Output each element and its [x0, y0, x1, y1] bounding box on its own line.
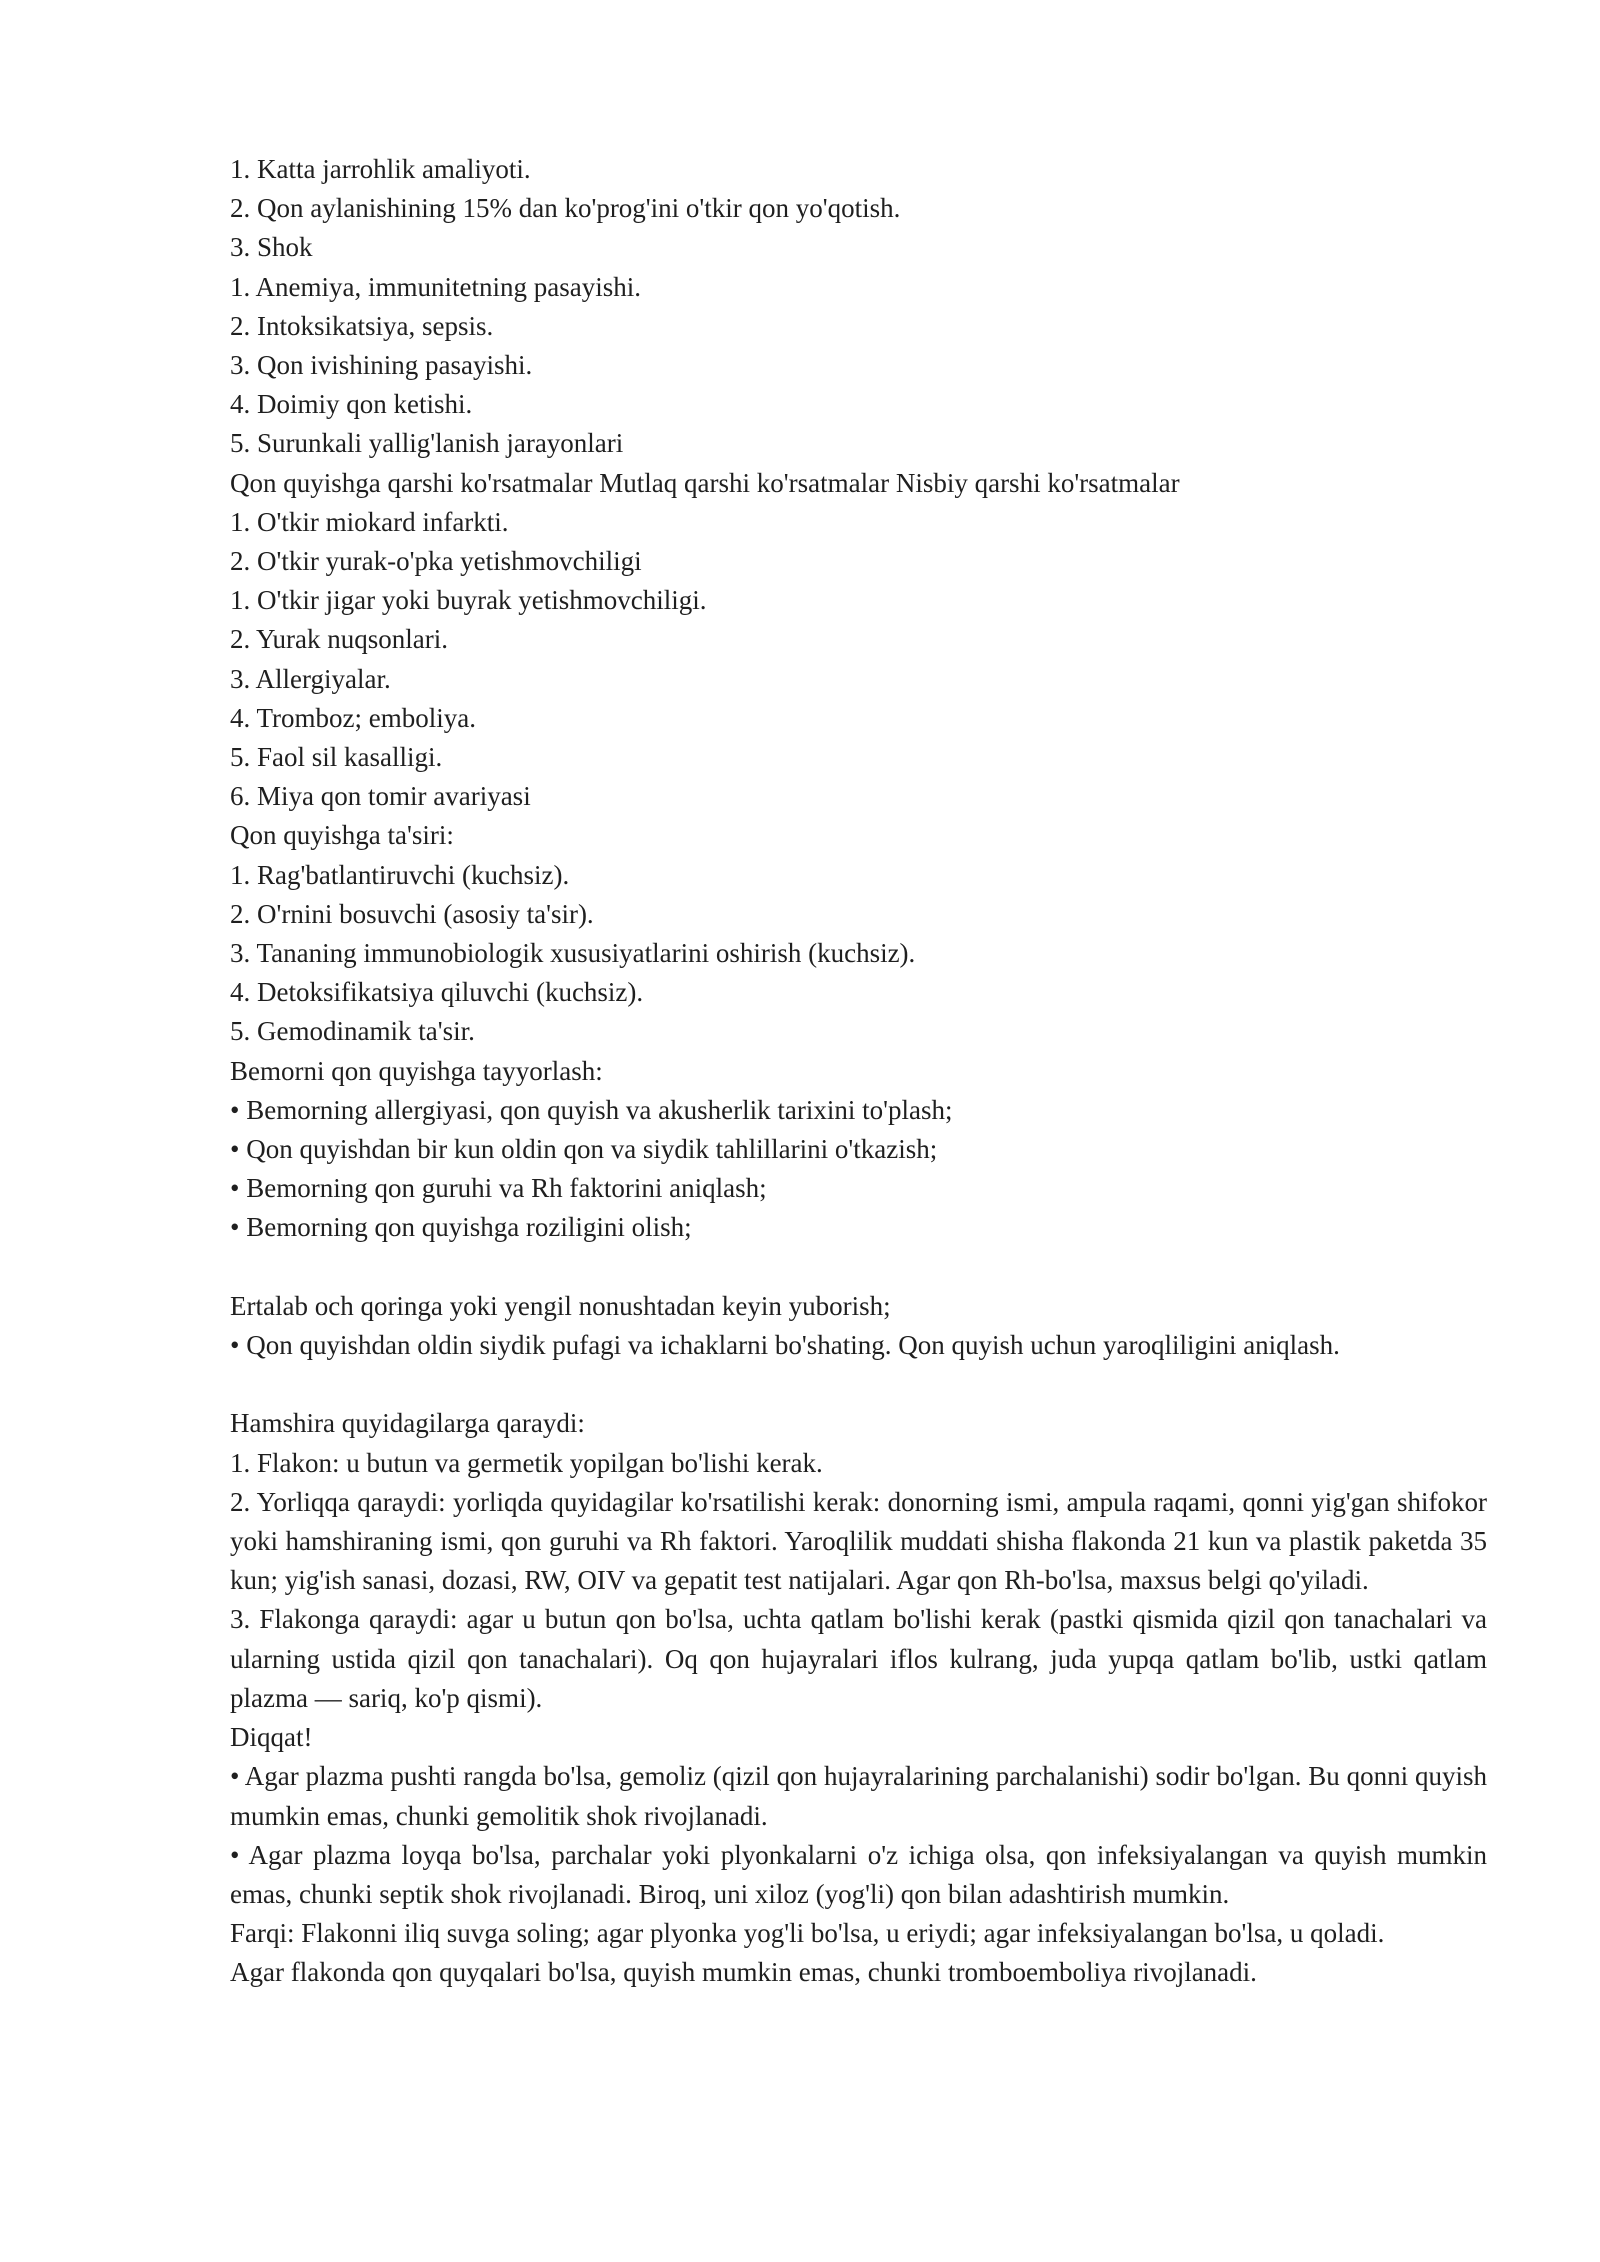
- text-line: 6. Miya qon tomir avariyasi: [230, 781, 531, 812]
- text-line: 2. Qon aylanishining 15% dan ko'prog'ini o'tkir qon yo'qotish.: [230, 193, 901, 224]
- text-line: 4. Detoksifikatsiya qiluvchi (kuchsiz).: [230, 977, 644, 1008]
- attention-label: Diqqat!: [230, 1722, 313, 1753]
- text-line: 3. Tananing immunobiologik xususiyatlarini oshirish (kuchsiz).: [230, 938, 916, 969]
- text-line: 1. Rag'batlantiruvchi (kuchsiz).: [230, 859, 570, 890]
- text-line: 4. Tromboz; emboliya.: [230, 702, 477, 733]
- morning-instructions-block: [230, 1287, 1487, 1365]
- final-line: Agar flakonda qon quyqalari bo'lsa, quyish mumkin emas, chunki tromboemboliya rivojlanadi.: [230, 1957, 1257, 1988]
- text-line: 5. Gemodinamik ta'sir.: [230, 1016, 475, 1047]
- text-line: 1. Anemiya, immunitetning pasayishi.: [230, 271, 641, 302]
- text-line: 5. Faol sil kasalligi.: [230, 742, 443, 773]
- attention-item-1: • Agar plazma pushti rangda bo'lsa, gemoliz (qizil qon hujayralarining parchalanishi) sodir bo'lgan. Bu qonni quyish mumkin emas, chunki gemolitik shok rivojlanadi.: [230, 1761, 1487, 1831]
- text-line: 1. O'tkir miokard infarkti.: [230, 506, 509, 537]
- text-line: 2. Intoksikatsiya, sepsis.: [230, 310, 494, 341]
- document-body: [230, 150, 1487, 1993]
- text-line: 1. O'tkir jigar yoki buyrak yetishmovchiligi.: [230, 585, 707, 616]
- attention-item-2: • Agar plazma loyqa bo'lsa, parchalar yoki plyonkalarni o'z ichiga olsa, qon infeksiyalangan va quyish mumkin emas, chunki septik shok rivojlanadi. Biroq, uni xiloz (yog'li) qon bilan adashtirish mumkin.: [230, 1839, 1487, 1909]
- nurse-item-1: 1. Flakon: u butun va germetik yopilgan bo'lishi kerak.: [230, 1447, 823, 1478]
- indications-and-preparation-block: [230, 150, 1487, 1248]
- text-line: 3. Shok: [230, 232, 313, 263]
- text-line: 5. Surunkali yallig'lanish jarayonlari: [230, 428, 624, 459]
- nurse-item-3: 3. Flakonga qaraydi: agar u butun qon bo'lsa, uchta qatlam bo'lishi kerak (pastki qismida qizil qon tanachalari va ularning ustida qizil qon tanachalari). Oq qon hujayralari iflos kulrang, juda yupqa qatlam bo'lib, ustki qatlam plazma — sariq, ko'p qismi).: [230, 1604, 1487, 1713]
- blank-line: [230, 1365, 1487, 1404]
- text-line: • Bemorning allergiyasi, qon quyish va akusherlik tarixini to'plash;: [230, 1094, 953, 1125]
- text-line: • Qon quyishdan bir kun oldin qon va siydik tahlillarini o'tkazish;: [230, 1134, 938, 1165]
- nurse-heading: Hamshira quyidagilarga qaraydi:: [230, 1408, 585, 1439]
- text-line: 2. O'tkir yurak-o'pka yetishmovchiligi: [230, 546, 642, 577]
- text-line: • Bemorning qon quyishga roziligini olish;: [230, 1212, 692, 1243]
- text-line: Ertalab och qoringa yoki yengil nonushtadan keyin yuborish;: [230, 1290, 891, 1321]
- text-line: 1. Katta jarrohlik amaliyoti.: [230, 154, 531, 184]
- text-line: • Bemorning qon guruhi va Rh faktorini aniqlash;: [230, 1173, 767, 1204]
- text-line: Qon quyishga qarshi ko'rsatmalar Mutlaq qarshi ko'rsatmalar Nisbiy qarshi ko'rsatmalar: [230, 467, 1180, 498]
- text-line: 2. Yurak nuqsonlari.: [230, 624, 448, 655]
- text-line: 4. Doimiy qon ketishi.: [230, 389, 473, 420]
- text-line: 3. Allergiyalar.: [230, 663, 391, 694]
- text-line: Bemorni qon quyishga tayyorlash:: [230, 1055, 603, 1086]
- blank-line: [230, 1248, 1487, 1287]
- text-line: • Qon quyishdan oldin siydik pufagi va ichaklarni bo'shating. Qon quyish uchun yaroqliligini aniqlash.: [230, 1330, 1340, 1361]
- text-line: Qon quyishga ta'siri:: [230, 820, 454, 851]
- text-line: 2. O'rnini bosuvchi (asosiy ta'sir).: [230, 898, 594, 929]
- nurse-item-2: 2. Yorliqqa qaraydi: yorliqda quyidagilar ko'rsatilishi kerak: donorning ismi, ampula raqami, qonni yig'gan shifokor yoki hamshiraning ismi, qon guruhi va Rh faktori. Yaroqlilik muddati shisha flakonda 21 kun va plastik paketda 35 kun; yig'ish sanasi, dozasi, RW, OIV va gepatit test natijalari. Agar qon Rh-bo'lsa, maxsus belgi qo'yiladi.: [230, 1486, 1487, 1596]
- difference-paragraph: Farqi: Flakonni iliq suvga soling; agar plyonka yog'li bo'lsa, u eriydi; agar infeksiyalangan bo'lsa, u qoladi.: [230, 1918, 1385, 1949]
- text-line: 3. Qon ivishining pasayishi.: [230, 350, 533, 381]
